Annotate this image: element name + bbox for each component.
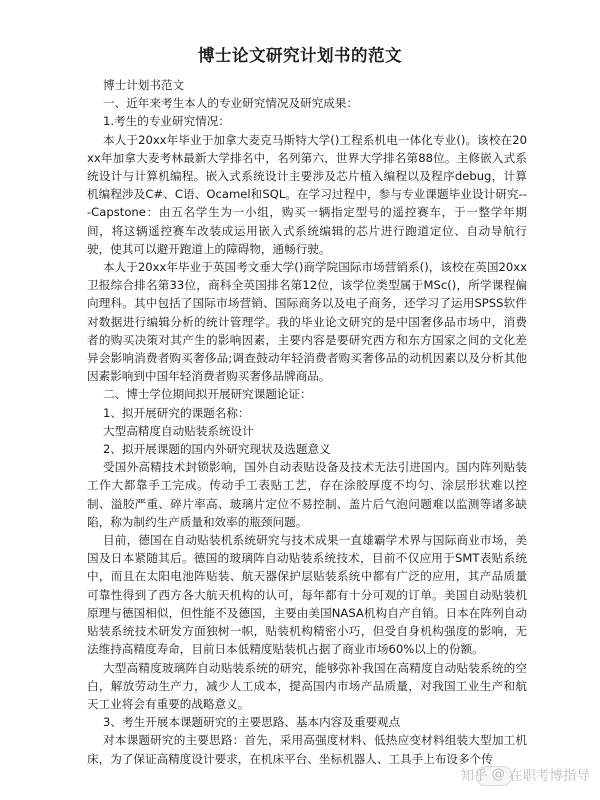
research-topic: 大型高精度自动贴装系统设计 — [103, 423, 254, 438]
paragraph-status-2: 目前，德国在自动贴装机系统研究与技术成果一直雄霸学术界与国际商业市场，美国及日本紧随其后。德国的玻璃阵自动贴装系统技术，目前不仅应用于SMT表贴系统中，而且在太阳电池阵贴装、航天器保护层贴装系统中都有广泛的应用，其产品质量可靠性得到了西方各大航天机构的认可，每年都有十分可观的订单。美国自动贴装机原理与德国相似，但性能不及德国，主要由美国NASA机构自产自销。日本在阵列自动贴装系统技术研发方面独树一帜，贴装机构精密小巧，但受自身机构强度的影响，无法维持高精度寿命，目前日本低精度贴装机占据了商业市场60%以上的份额。 — [87, 533, 527, 657]
document-body — [87, 76, 527, 768]
paragraph-education-1: 本人于20xx年毕业于加拿大麦克马斯特大学()工程系机电一体化专业()。该校在20xx年加拿大麦考林最新大学排名中，名列第六，世界大学排名第88位。主修嵌入式系统设计与计算机编程。嵌入式系统设计主要涉及芯片植入编程以及程序debug，计算机编程涉及C#、C语、Ocamel和SQL。在学习过程中，参与专业课题毕业设计研究---Capstone：由五名学生为一小组，购买一辆指定型号的遥控赛车，于一整学年期间，将这辆遥控赛车改装成运用嵌入式系统编辑的芯片进行跑道定位、自动导航行驶，使其可以避开跑道上的障碍物，通畅行驶。 — [87, 132, 527, 256]
paragraph-status-1: 受国外高精技术封锁影响，国外自动表贴设备及技术无法引进国内。国内阵列贴装工作大都靠手工完成。传动手工表贴工艺，存在涂胶厚度不均匀、涂层形状难以控制、溢胶严重、碎片率高、玻璃片定位不易控制、盖片后气泡问题难以监测等诸多缺陷，称为制约生产质量和效率的瓶颈问题。 — [87, 460, 527, 529]
paragraph-significance: 大型高精度玻璃阵自动贴装系统的研究，能够弥补我国在高精度自动贴装系统的空白，解放劳动生产力，减少人工成本，提高国内市场产品质量，对我国工业生产和航天工业将会有重要的战略意义。 — [87, 660, 527, 711]
watermark-author: 在职考博指导 — [509, 768, 590, 784]
section-heading-1: 一、近年来考生本人的专业研究情况及研究成果： — [103, 96, 359, 111]
item-heading-2: 2、拟开展课题的国内外研究现状及选题意义 — [103, 442, 331, 457]
subsection-heading-1: 1.考生的专业研究情况： — [103, 114, 230, 129]
watermark-separator: @ — [491, 766, 505, 782]
paragraph-approach: 对本课题研究的主要思路：首先，采用高强度材料、低热应变材料组装大型加工机床，为了保证高精度设计要求，在机床平台、坐标机器人、工具手上布设多个传 — [87, 733, 527, 766]
watermark-platform: 知乎 — [460, 768, 488, 784]
watermark — [461, 764, 591, 784]
paragraph-education-2: 本人于20xx年毕业于英国考文垂大学()商学院国际市场营销系()，该校在英国20xx卫报综合排名第33位，商科全英国排名第12位，该学位类型属于MSc()，所学课程偏向理科。其中包括了国际市场营销、国际商务以及电子商务，还学习了运用SPSS软件对数据进行编辑分析的统计管理学。我的毕业论文研究的是中国奢侈品市场中，消费者的购买决策对其产生的影响因素，主要内容是要研究西方和东方国家之间的文化差异会影响消费者购买奢侈品;调查鼓动年轻消费者购买奢侈品的动机因素以及分析其他因素影响到中国年轻消费者购买奢侈品牌商品。 — [87, 260, 527, 384]
document-title: 博士论文研究计划书的范文 — [198, 46, 402, 65]
item-heading-3: 3、考生开展本课题研究的主要思路、基本内容及重要观点 — [103, 715, 401, 730]
doc-heading-line: 博士计划书范文 — [103, 78, 185, 92]
section-heading-2: 二、博士学位期间拟开展研究课题论证： — [103, 387, 312, 402]
item-heading-1: 1、拟开展研究的课题名称： — [103, 405, 250, 420]
